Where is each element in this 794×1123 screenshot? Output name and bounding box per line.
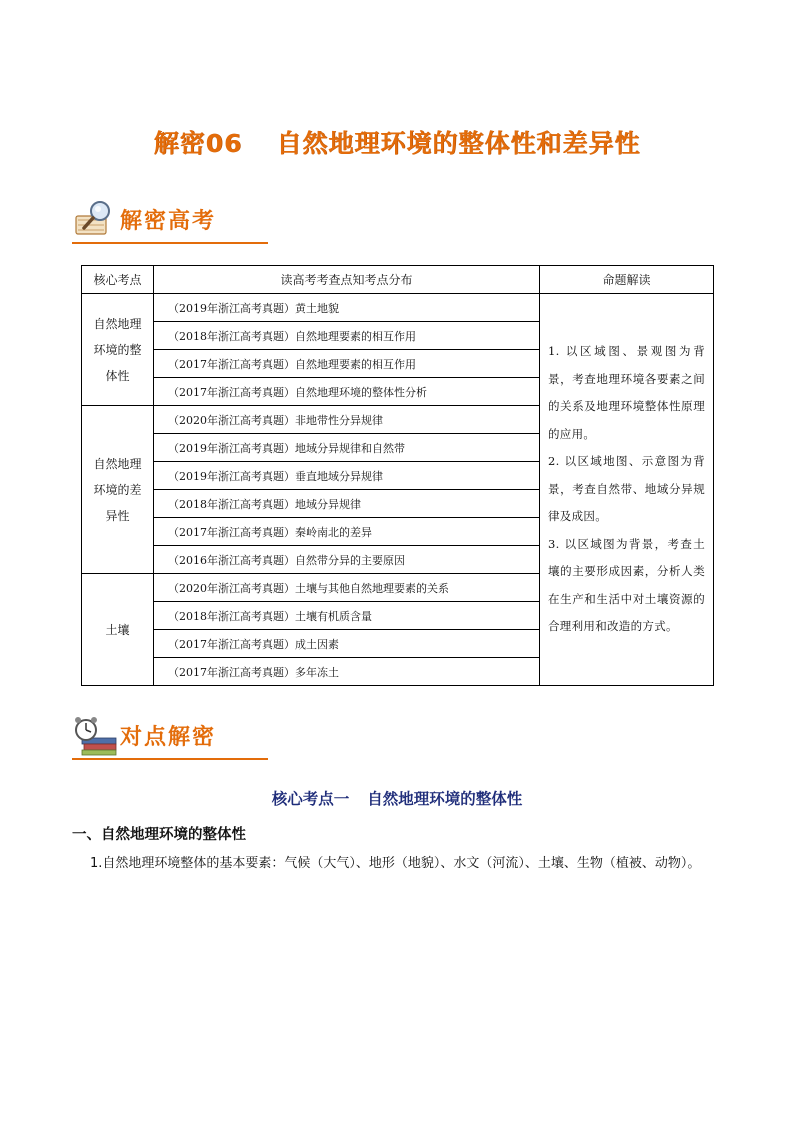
item-cell: （2017年浙江高考真题）成土因素 [154, 630, 540, 658]
header-cell: 命题解读 [540, 266, 714, 294]
topic-cell: 自然地理环境的整体性 [82, 294, 154, 406]
section-label: 对点解密 [120, 725, 217, 750]
item-cell: （2019年浙江高考真题）垂直地域分异规律 [154, 462, 540, 490]
item-cell: （2017年浙江高考真题）秦岭南北的差异 [154, 518, 540, 546]
item-cell: （2017年浙江高考真题）自然地理环境的整体性分析 [154, 378, 540, 406]
section-header-points [72, 714, 272, 760]
item-cell: （2017年浙江高考真题）自然地理要素的相互作用 [154, 350, 540, 378]
item-cell: （2018年浙江高考真题）土壤有机质含量 [154, 602, 540, 630]
table-row [82, 294, 714, 322]
section-underline [72, 242, 268, 244]
topic-cell: 土壤 [82, 574, 154, 686]
header-cell: 核心考点 [82, 266, 154, 294]
body-paragraph: 1.自然地理环境整体的基本要素：气候（大气）、地形（地貌）、水文（河流）、土壤、生物（植被、动物）。 [90, 856, 701, 871]
core-point-name: 自然地理环境的整体性 [367, 790, 523, 808]
item-cell: （2019年浙江高考真题）黄土地貌 [154, 294, 540, 322]
interpretation-point: 3. 以区域图为背景，考查土壤的主要形成因素，分析人类在生产和生活中对土壤资源的合理利用和改造的方式。 [548, 536, 705, 634]
section-header-gaokao [72, 198, 272, 244]
header-cell: 读高考考查点知考点分布 [154, 266, 540, 294]
item-cell: （2018年浙江高考真题）自然地理要素的相互作用 [154, 322, 540, 350]
item-cell: （2018年浙江高考真题）地域分异规律 [154, 490, 540, 518]
item-cell: （2020年浙江高考真题）土壤与其他自然地理要素的关系 [154, 574, 540, 602]
section-label: 解密高考 [120, 209, 217, 234]
exam-points-table [81, 265, 714, 686]
title-part1: 解密06 [153, 129, 243, 158]
subsection-heading: 一、自然地理环境的整体性 [72, 827, 246, 843]
title-part2: 自然地理环境的整体性和差异性 [276, 129, 641, 158]
table-header-row [82, 266, 714, 294]
interpretation-point: 1. 以区域图、景观图为背景，考查地理环境各要素之间的关系及地理环境整体性原理的应用。 [548, 344, 705, 441]
interpretation-cell [540, 294, 714, 686]
clock-books-icon [72, 714, 118, 756]
magnifier-book-icon [72, 198, 118, 240]
core-point-number: 核心考点一 [271, 790, 350, 808]
topic-cell: 自然地理环境的差异性 [82, 406, 154, 574]
item-cell: （2016年浙江高考真题）自然带分异的主要原因 [154, 546, 540, 574]
section-underline [72, 758, 268, 760]
core-point-title [0, 787, 794, 809]
item-cell: （2020年浙江高考真题）非地带性分异规律 [154, 406, 540, 434]
interpretation-point: 2. 以区域地图、示意图为背景，考查自然带、地域分异规律及成因。 [548, 454, 705, 524]
item-cell: （2017年浙江高考真题）多年冻土 [154, 658, 540, 686]
page-title [0, 124, 794, 160]
item-cell: （2019年浙江高考真题）地域分异规律和自然带 [154, 434, 540, 462]
